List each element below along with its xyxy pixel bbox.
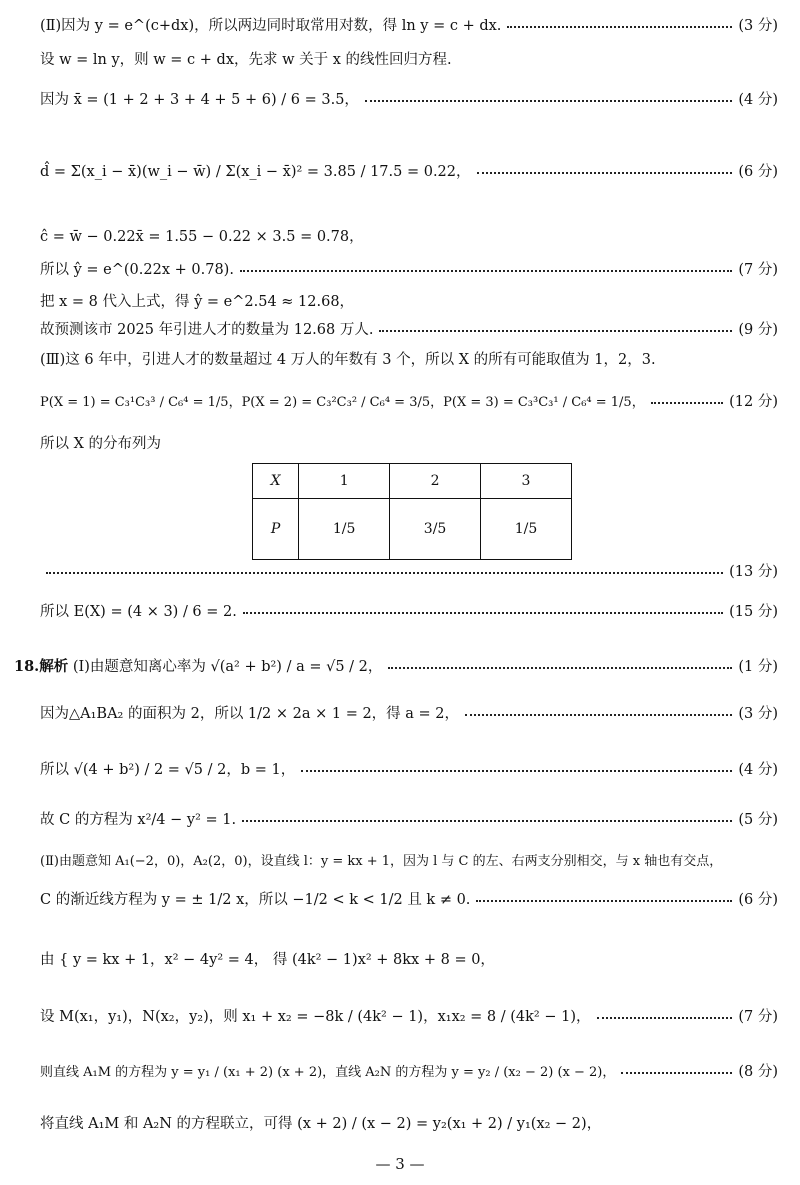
leader-dots: [365, 100, 732, 102]
score: (12 分): [729, 394, 778, 410]
table-cell: 1/5: [481, 499, 572, 560]
table-cell: X: [253, 464, 299, 499]
line-1: [40, 14, 778, 35]
table-row: [253, 499, 572, 560]
leader-dots: [476, 900, 732, 902]
score: (6 分): [738, 892, 778, 908]
line-22: [40, 1060, 778, 1081]
line-14: [14, 655, 778, 676]
line-text: 所以 X 的分布列为: [40, 436, 162, 452]
score: (1 分): [738, 659, 778, 675]
leader-dots: [379, 330, 732, 332]
table-cell: 2: [390, 464, 481, 499]
line-text: (Ⅱ)由题意知 A₁(−2，0)，A₂(2，0)，设直线 l：y = kx + 1，因为 l 与 C 的左、右两支分别相交，与 x 轴也有交点，: [40, 854, 723, 869]
score: (9 分): [738, 322, 778, 338]
table-cell: 1: [299, 464, 390, 499]
line-10: [40, 390, 778, 411]
line-text: 故 C 的方程为 x²/4 − y² = 1.: [40, 812, 237, 828]
leader-dots: [240, 270, 732, 272]
line-16: [40, 758, 778, 779]
line-21: [40, 1005, 778, 1026]
line-text: 把 x = 8 代入上式，得 ŷ = e^2.54 ≈ 12.68，: [40, 294, 355, 310]
line-text: 所以 √(4 + b²) / 2 = √5 / 2，b = 1，: [40, 762, 296, 778]
line-text: 因为△A₁BA₂ 的面积为 2，所以 1/2 × 2a × 1 = 2，得 a = 2，: [40, 706, 460, 722]
problem-label: 解析: [39, 658, 69, 675]
line-19: [40, 888, 778, 909]
line-text: 设 M(x₁，y₁)，N(x₂，y₂)，则 x₁ + x₂ = −8k / (4k² − 1)，x₁x₂ = 8 / (4k² − 1)，: [40, 1009, 591, 1025]
line-text: 由 { y = kx + 1，x² − 4y² = 4， 得 (4k² − 1)x² + 8kx + 8 = 0，: [40, 952, 495, 968]
leader-dots: [301, 770, 732, 772]
line-6: [40, 258, 778, 279]
table-cell: 1/5: [299, 499, 390, 560]
line-17: [40, 808, 778, 829]
line-9: [40, 348, 778, 369]
line-text: P(X = 1) = C₃¹C₃³ / C₆⁴ = 1/5，P(X = 2) = C₃²C₃² / C₆⁴ = 3/5，P(X = 3) = C₃³C₃¹ / C₆⁴ = 1/5，: [40, 395, 645, 410]
line-text: 故预测该市 2025 年引进人才的数量为 12.68 万人.: [40, 322, 374, 338]
line-text: 设 w = ln y，则 w = c + dx，先求 w 关于 x 的线性回归方程.: [40, 52, 452, 68]
line-text: 所以 ŷ = e^(0.22x + 0.78).: [40, 262, 234, 278]
score: (15 分): [729, 604, 778, 620]
leader-dots: [507, 26, 732, 28]
table-header-row: [253, 464, 572, 499]
score: (3 分): [738, 706, 778, 722]
line-text: (Ⅰ)由题意知离心率为 √(a² + b²) / a = √5 / 2，: [72, 659, 383, 675]
leader-dots: [243, 612, 723, 614]
score: (7 分): [738, 1009, 778, 1025]
line-8: [40, 318, 778, 339]
line-12: [40, 560, 778, 581]
line-3: [40, 88, 778, 109]
line-18: [40, 850, 778, 869]
page-number: — 3 —: [375, 1155, 425, 1173]
score: (6 分): [738, 164, 778, 180]
leader-dots: [465, 714, 732, 716]
score: (13 分): [729, 564, 778, 580]
line-text: 所以 E(X) = (4 × 3) / 6 = 2.: [40, 604, 237, 620]
line-15: [40, 702, 778, 723]
leader-dots: [46, 572, 723, 574]
leader-dots: [597, 1017, 733, 1019]
leader-dots: [477, 172, 733, 174]
score: (4 分): [738, 762, 778, 778]
problem-number: 18.: [14, 658, 40, 675]
table-cell: 3: [481, 464, 572, 499]
line-4: [40, 160, 778, 181]
line-text: (Ⅱ)因为 y = e^(c+dx)，所以两边同时取常用对数，得 ln y = c + dx.: [40, 18, 502, 34]
line-11: [40, 432, 778, 453]
line-text: ĉ = w̄ − 0.22x̄ = 1.55 − 0.22 × 3.5 = 0.78，: [40, 229, 364, 245]
score: (7 分): [738, 262, 778, 278]
line-text: 将直线 A₁M 和 A₂N 的方程联立，可得 (x + 2) / (x − 2) = y₂(x₁ + 2) / y₁(x₂ − 2)，: [40, 1116, 602, 1132]
line-text: C 的渐近线方程为 y = ± 1/2 x，所以 −1/2 < k < 1/2 且 k ≠ 0.: [40, 892, 471, 908]
table-cell: P: [253, 499, 299, 560]
line-text: 则直线 A₁M 的方程为 y = y₁ / (x₁ + 2) (x + 2)，直线 A₂N 的方程为 y = y₂ / (x₂ − 2) (x − 2)，: [40, 1065, 616, 1080]
line-7: [40, 290, 778, 311]
leader-dots: [388, 667, 732, 669]
line-13: [40, 600, 778, 621]
line-2: [40, 48, 778, 69]
score: (4 分): [738, 92, 778, 108]
line-5: [40, 225, 778, 246]
leader-dots: [651, 402, 723, 404]
line-text: d̂ = Σ(x_i − x̄)(w_i − w̄) / Σ(x_i − x̄)² = 3.85 / 17.5 = 0.22，: [40, 164, 471, 180]
leader-dots: [242, 820, 732, 822]
leader-dots: [621, 1072, 732, 1074]
line-text: [14, 655, 382, 676]
score: (3 分): [738, 18, 778, 34]
line-20: [40, 948, 778, 969]
table-cell: 3/5: [390, 499, 481, 560]
score: (5 分): [738, 812, 778, 828]
line-text: (Ⅲ)这 6 年中，引进人才的数量超过 4 万人的年数有 3 个，所以 X 的所有可能取值为 1，2，3.: [40, 352, 656, 368]
score: (8 分): [738, 1064, 778, 1080]
line-23: [40, 1112, 778, 1133]
line-text: 因为 x̄ = (1 + 2 + 3 + 4 + 5 + 6) / 6 = 3.5，: [40, 92, 359, 108]
distribution-table: [252, 463, 572, 560]
